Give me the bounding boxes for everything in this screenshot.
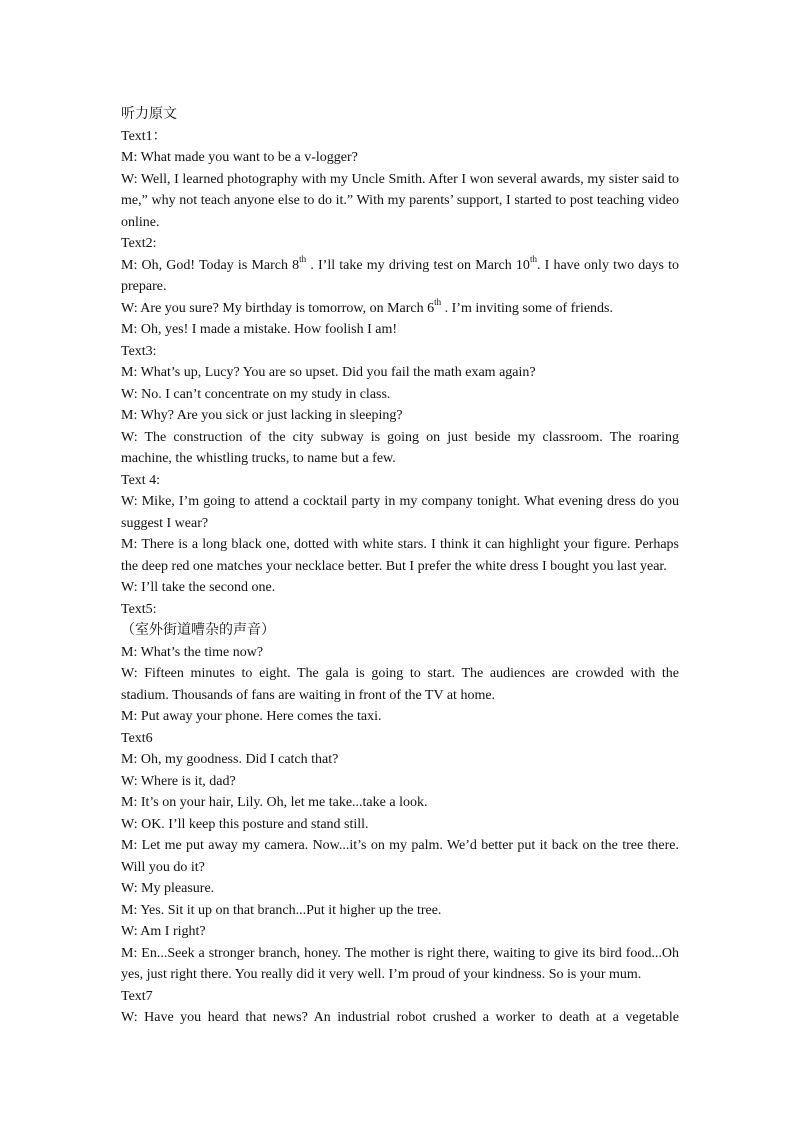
dialogue-line: M: Let me put away my camera. Now...it’s on my palm. We’d better put it back on the tree there. Will you do it? — [121, 838, 679, 875]
dialogue-line — [121, 298, 679, 320]
dialogue-line: W: I’ll take the second one. — [121, 580, 276, 595]
sound-note: （室外街道嘈杂的声音） — [121, 623, 275, 638]
dialogue-line — [121, 255, 679, 298]
dialogue-line: W: Where is it, dad? — [121, 773, 236, 789]
dialogue-line: M: What’s the time now? — [121, 644, 264, 660]
document-page — [121, 104, 679, 1029]
section-heading-text3: Text3: — [121, 343, 157, 359]
section-heading-text5: Text5: — [121, 601, 157, 617]
ordinal-suffix: th — [434, 296, 442, 307]
dialogue-line: W: Have you heard that news? An industrial robot crushed a worker to death at a vegetable — [121, 1010, 679, 1025]
dialogue-line: W: My pleasure. — [121, 881, 215, 896]
dialogue-line: W: Fifteen minutes to eight. The gala is going to start. The audiences are crowded with the stadium. Thousands of fans are waiting in front of the TV at home. — [121, 666, 679, 703]
section-heading-text7: Text7 — [121, 988, 153, 1004]
dialogue-line: M: What made you want to be a v-logger? — [121, 150, 358, 165]
ordinal-suffix: th — [299, 253, 307, 264]
ordinal-suffix: th — [529, 253, 537, 264]
dialogue-text: . I’m inviting some of friends. — [441, 300, 614, 316]
section-heading-text6: Text6 — [121, 730, 153, 746]
dialogue-text: W: Are you sure? My birthday is tomorrow, on March 6 — [121, 300, 435, 316]
dialogue-line: W: OK. I’ll keep this posture and stand still. — [121, 816, 369, 832]
dialogue-line: M: What’s up, Lucy? You are so upset. Did you fail the math exam again? — [121, 365, 536, 380]
dialogue-line: M: There is a long black one, dotted with white stars. I think it can highlight your figure. Perhaps the deep red one matches your necklace better. But I prefer the white dress I bought you last year. — [121, 537, 679, 574]
dialogue-line: W: The construction of the city subway is going on just beside my classroom. The roaring machine, the whistling trucks, to name but a few. — [121, 429, 679, 466]
section-heading-text1: Text1： — [121, 128, 167, 144]
section-heading-text2: Text2: — [121, 236, 157, 251]
dialogue-line: W: Well, I learned photography with my Uncle Smith. After I won several awards, my sister said to me,” why not teach anyone else to do it.” With my parents’ support, I started to post teaching video online. — [121, 171, 679, 230]
dialogue-text: . I have only two days to prepare. — [121, 257, 680, 294]
dialogue-line: M: It’s on your hair, Lily. Oh, let me take...take a look. — [121, 795, 428, 810]
dialogue-line: M: Why? Are you sick or just lacking in sleeping? — [121, 408, 403, 423]
dialogue-line: M: En...Seek a stronger branch, honey. The mother is right there, waiting to give its bird food...Oh yes, just right there. You really did it very well. I’m proud of your kindness. So is your mum. — [121, 945, 679, 982]
dialogue-line: W: No. I can’t concentrate on my study in class. — [121, 386, 391, 402]
dialogue-line: M: Oh, my goodness. Did I catch that? — [121, 752, 339, 767]
dialogue-text: . I’ll take my driving test on March 10 — [306, 257, 530, 273]
dialogue-text: M: Oh, God! Today is March 8 — [121, 257, 300, 273]
dialogue-line: M: Put away your phone. Here comes the taxi. — [121, 709, 382, 724]
page-title: 听力原文 — [121, 107, 177, 122]
dialogue-line: M: Oh, yes! I made a mistake. How foolish I am! — [121, 322, 398, 337]
dialogue-line: W: Am I right? — [121, 924, 206, 939]
dialogue-line: M: Yes. Sit it up on that branch...Put it higher up the tree. — [121, 902, 442, 918]
dialogue-line: W: Mike, I’m going to attend a cocktail party in my company tonight. What evening dress do you suggest I wear? — [121, 494, 679, 531]
section-heading-text4: Text 4: — [121, 472, 161, 488]
